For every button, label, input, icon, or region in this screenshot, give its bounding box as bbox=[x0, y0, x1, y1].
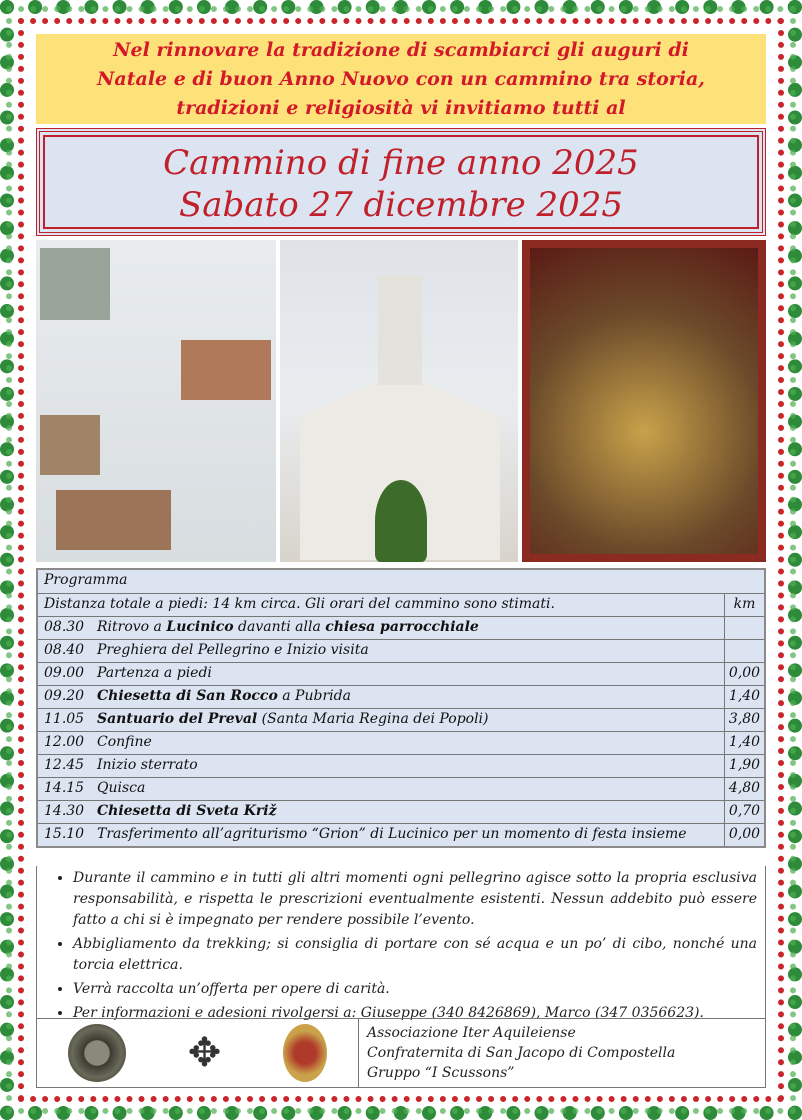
program-text: Inizio sterrato bbox=[97, 757, 198, 773]
photo-info-panel bbox=[36, 240, 276, 562]
program-subheading-row bbox=[38, 593, 764, 616]
program-row bbox=[38, 639, 764, 662]
program-description bbox=[97, 757, 198, 773]
program-cell bbox=[38, 755, 724, 775]
org-name: Confraternita di San Jacopo di Compostella bbox=[367, 1045, 676, 1061]
program-cell bbox=[38, 617, 724, 637]
org-name: Associazione Iter Aquileiense bbox=[367, 1025, 576, 1041]
program-text: Quisca bbox=[97, 780, 146, 796]
program-km: 0,00 bbox=[724, 663, 764, 685]
notes-list bbox=[36, 866, 766, 1021]
photo-strip bbox=[36, 240, 766, 562]
program-text: Ritrovo a bbox=[97, 619, 167, 635]
program-cell bbox=[38, 824, 724, 844]
program-time: 12.00 bbox=[44, 734, 85, 750]
program-cell bbox=[38, 663, 724, 683]
program-text: Confine bbox=[97, 734, 152, 750]
program-cell bbox=[38, 686, 724, 706]
header-line: Natale e di buon Anno Nuovo con un cammino tra storia, bbox=[97, 68, 705, 90]
program-text: chiesa parrocchiale bbox=[325, 619, 479, 635]
program-description bbox=[97, 734, 152, 750]
program-text: Chiesetta di San Rocco bbox=[97, 688, 278, 704]
program-time: 09.00 bbox=[44, 665, 85, 681]
program-table bbox=[36, 568, 766, 848]
program-description bbox=[97, 665, 212, 681]
program-time: 08.40 bbox=[44, 642, 85, 658]
program-cell bbox=[38, 640, 724, 660]
shell-cross-logo: ✥ bbox=[187, 1030, 222, 1076]
program-time: 09.20 bbox=[44, 688, 85, 704]
program-time: 12.45 bbox=[44, 757, 85, 773]
program-time: 11.05 bbox=[44, 711, 85, 727]
program-description bbox=[97, 711, 489, 727]
note-item: • Per informazioni e adesioni rivolgersi a: Giuseppe (340 8426869), Marco (347 0356623). bbox=[73, 1003, 757, 1024]
note-item: • Verrà raccolta un’offerta per opere di carità. bbox=[73, 979, 757, 1000]
program-time: 08.30 bbox=[44, 619, 85, 635]
program-km: 0,70 bbox=[724, 801, 764, 823]
program-row bbox=[38, 823, 764, 846]
program-text: Santuario del Preval bbox=[97, 711, 258, 727]
program-row bbox=[38, 616, 764, 639]
fish-mosaic-logo bbox=[68, 1024, 126, 1082]
program-km: 3,80 bbox=[724, 709, 764, 731]
program-km: 1,40 bbox=[724, 686, 764, 708]
program-text: (Santa Maria Regina dei Popoli) bbox=[257, 711, 489, 727]
program-row bbox=[38, 662, 764, 685]
program-row bbox=[38, 731, 764, 754]
program-row bbox=[38, 777, 764, 800]
s-fibula-logo bbox=[283, 1024, 327, 1082]
km-header: km bbox=[724, 594, 764, 616]
program-description bbox=[97, 619, 479, 635]
note-item: • Abbigliamento da trekking; si consiglia di portare con sé acqua e un po’ di cibo, nonché una torcia elettrica. bbox=[73, 934, 757, 976]
program-text: a Pubrida bbox=[277, 688, 351, 704]
footer bbox=[36, 1018, 766, 1088]
program-km: 0,00 bbox=[724, 824, 764, 846]
program-km: 4,80 bbox=[724, 778, 764, 800]
program-subheading: Distanza totale a piedi: 14 km circa. Gli orari del cammino sono stimati. bbox=[44, 596, 555, 612]
program-description bbox=[97, 688, 351, 704]
program-text: Lucinico bbox=[166, 619, 234, 635]
header-line: Nel rinnovare la tradizione di scambiarci gli auguri di bbox=[113, 39, 689, 61]
photo-church bbox=[280, 240, 518, 562]
program-time: 15.10 bbox=[44, 826, 85, 842]
program-row bbox=[38, 754, 764, 777]
program-km: 1,40 bbox=[724, 732, 764, 754]
header-line: tradizioni e religiosità vi invitiamo tutti al bbox=[176, 97, 626, 119]
program-cell bbox=[38, 709, 724, 729]
event-name: Cammino di fine anno 2025 bbox=[163, 143, 639, 183]
program-cell bbox=[38, 801, 724, 821]
program-cell bbox=[38, 778, 724, 798]
program-description bbox=[97, 803, 277, 819]
program-text: Trasferimento all’agriturismo “Grion” di Lucinico per un momento di festa insieme bbox=[97, 826, 687, 842]
program-km bbox=[724, 617, 764, 639]
program-description bbox=[97, 826, 687, 842]
org-name: Gruppo “I Scussons” bbox=[367, 1065, 515, 1081]
program-row bbox=[38, 708, 764, 731]
program-heading: Programma bbox=[44, 572, 128, 588]
program-row bbox=[38, 685, 764, 708]
program-description bbox=[97, 642, 369, 658]
invitation-header bbox=[36, 34, 766, 124]
program-cell bbox=[38, 732, 724, 752]
program-text: Partenza a piedi bbox=[97, 665, 212, 681]
program-km: 1,90 bbox=[724, 755, 764, 777]
event-title bbox=[36, 128, 766, 236]
program-text: davanti alla bbox=[233, 619, 326, 635]
note-item: • Durante il cammino e in tutti gli altri momenti ogni pellegrino agisce sotto la propria esclusiva responsabilità, e rispetta le prescrizioni eventualmente esistenti. Nessun addebito può essere fatto a chi si è impegnato per rendere possibile l’evento. bbox=[73, 868, 757, 931]
logos bbox=[37, 1019, 359, 1087]
program-row bbox=[38, 800, 764, 823]
organizers bbox=[359, 1019, 683, 1087]
program-time: 14.30 bbox=[44, 803, 85, 819]
program-time: 14.15 bbox=[44, 780, 85, 796]
program-description bbox=[97, 780, 145, 796]
program-km bbox=[724, 640, 764, 662]
event-date: Sabato 27 dicembre 2025 bbox=[178, 185, 624, 225]
photo-carved-relief bbox=[522, 240, 766, 562]
program-text: Chiesetta di Sveta Križ bbox=[97, 803, 277, 819]
program-text: Preghiera del Pellegrino e Inizio visita bbox=[97, 642, 369, 658]
